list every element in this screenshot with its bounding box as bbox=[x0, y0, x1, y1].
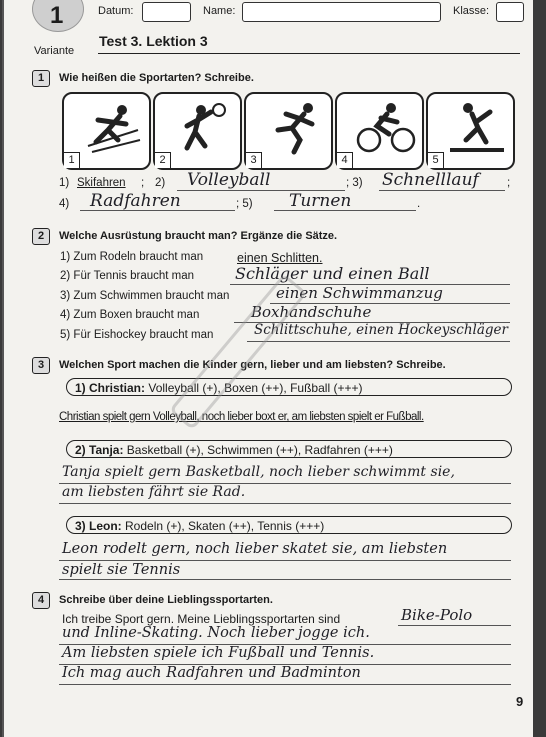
test-title: Test 3. Lektion 3 bbox=[99, 33, 208, 49]
task2-answer-1: einen Schlitten. bbox=[237, 251, 323, 265]
page-number: 9 bbox=[516, 694, 524, 709]
picture-gymnastics bbox=[426, 92, 515, 170]
task3-item-3-name: 3) Leon: bbox=[75, 519, 122, 533]
picture-skiing bbox=[62, 92, 151, 170]
picture-number: 1 bbox=[64, 152, 80, 168]
task2-answer-4: Boxhandschuhe bbox=[251, 303, 372, 321]
task3-item-2-sports: Basketball (+), Schwimmen (++), Radfahren (+++) bbox=[126, 443, 393, 457]
picture-cycling bbox=[335, 92, 424, 170]
answer-line bbox=[59, 579, 511, 580]
klasse-label: Klasse: bbox=[453, 5, 490, 17]
worksheet-page bbox=[2, 0, 533, 737]
task2-title: Welche Ausrüstung braucht man? Ergänze die Sätze. bbox=[59, 230, 338, 242]
skiing-icon bbox=[82, 100, 142, 156]
datum-field[interactable] bbox=[142, 2, 191, 22]
volleyball-icon bbox=[173, 100, 233, 156]
running-icon bbox=[264, 100, 324, 156]
task1-answer-4: Radfahren bbox=[90, 191, 181, 211]
task1-label-1: 1) bbox=[59, 177, 70, 189]
task2-answer-5: Schlittschuhe, einen Hockeyschläger bbox=[254, 322, 509, 338]
task1-sep-3: ; bbox=[507, 177, 511, 189]
task3-item-3-box bbox=[66, 516, 512, 534]
task1-sep-2: ; 3) bbox=[346, 177, 363, 189]
answer-line bbox=[379, 190, 505, 191]
title-underline bbox=[98, 53, 520, 54]
task2-number: 2 bbox=[32, 228, 50, 245]
task1-end: . bbox=[417, 198, 421, 210]
task1-label-4: 4) bbox=[59, 198, 70, 210]
task4-title: Schreibe über deine Lieblingssportarten. bbox=[59, 594, 273, 606]
variant-label: Variante bbox=[34, 45, 75, 57]
picture-number: 2 bbox=[155, 152, 171, 168]
task3-item-2-box bbox=[66, 440, 512, 458]
picture-running bbox=[244, 92, 333, 170]
task3-item-1-answer: Christian spielt gern Volleyball, noch lieber boxt er, am liebsten spielt er Fußball. bbox=[59, 411, 424, 423]
task2-answer-2: Schläger und einen Ball bbox=[235, 264, 430, 283]
answer-line bbox=[398, 625, 511, 626]
task1-number: 1 bbox=[32, 70, 50, 87]
task2-prompt-5: 5) Für Eishockey braucht man bbox=[60, 329, 214, 341]
picture-number: 3 bbox=[246, 152, 262, 168]
answer-line bbox=[274, 210, 416, 211]
answer-line bbox=[59, 503, 511, 504]
task3-number: 3 bbox=[32, 357, 50, 374]
task1-answer-2: Volleyball bbox=[187, 170, 271, 190]
gymnastics-icon bbox=[446, 100, 506, 156]
task4-number: 4 bbox=[32, 592, 50, 609]
answer-line bbox=[80, 210, 235, 211]
datum-label: Datum: bbox=[98, 5, 134, 17]
picture-number: 5 bbox=[428, 152, 444, 168]
left-margin-bar bbox=[2, 0, 4, 737]
task3-item-1-name: 1) Christian: bbox=[75, 381, 146, 395]
task3-item-3-sports: Rodeln (+), Skaten (++), Tennis (+++) bbox=[125, 519, 325, 533]
task3-title: Welchen Sport machen die Kinder gern, lieber und am liebsten? Schreibe. bbox=[59, 359, 446, 371]
task3-item-2-answer-line-1: Tanja spielt gern Basketball, noch lieber schwimmt sie, bbox=[62, 464, 455, 480]
task3-item-3-answer-line-1: Leon rodelt gern, noch lieber skatet sie, am liebsten bbox=[62, 541, 448, 557]
answer-line bbox=[59, 684, 511, 685]
answer-line bbox=[247, 341, 510, 342]
task3-item-2-answer-line-2: am liebsten fährt sie Rad. bbox=[62, 484, 246, 500]
task3-item-3-answer-line-2: spielt sie Tennis bbox=[62, 562, 181, 578]
task2-prompt-1: 1) Zum Rodeln braucht man bbox=[60, 251, 204, 263]
task4-intro: Ich treibe Sport gern. Meine Lieblingssportarten sind bbox=[62, 612, 341, 626]
task4-line-1: und Inline-Skating. Noch lieber jogge ich. bbox=[62, 625, 370, 641]
variant-badge bbox=[32, 0, 84, 36]
name-label: Name: bbox=[203, 5, 236, 17]
task1-answer-1: Skifahren bbox=[77, 177, 126, 189]
name-field[interactable] bbox=[242, 2, 441, 22]
task4-line-2: Am liebsten spiele ich Fußball und Tennis. bbox=[62, 645, 375, 661]
picture-number: 4 bbox=[337, 152, 353, 168]
task1-answer-5: Turnen bbox=[289, 191, 352, 211]
picture-volleyball bbox=[153, 92, 242, 170]
task3-item-1-sports: Volleyball (+), Boxen (++), Fußball (+++) bbox=[148, 381, 363, 395]
task3-item-2-name: 2) Tanja: bbox=[75, 443, 124, 457]
task1-label-2: 2) bbox=[155, 177, 166, 189]
task2-answer-3: einen Schwimmanzug bbox=[276, 284, 443, 302]
task4-answer-inline: Bike-Polo bbox=[401, 606, 473, 624]
task2-prompt-4: 4) Zum Boxen braucht man bbox=[60, 309, 200, 321]
task1-sep-4: ; 5) bbox=[236, 198, 253, 210]
task2-prompt-3: 3) Zum Schwimmen braucht man bbox=[60, 290, 230, 302]
task4-line-3: Ich mag auch Radfahren und Badminton bbox=[62, 665, 361, 681]
klasse-field[interactable] bbox=[496, 2, 524, 22]
answer-line bbox=[59, 560, 511, 561]
task1-answer-3: Schnelllauf bbox=[382, 170, 479, 190]
task2-prompt-2: 2) Für Tennis braucht man bbox=[60, 270, 195, 282]
task1-sep-1: ; bbox=[141, 177, 145, 189]
task3-item-1-box bbox=[66, 378, 512, 396]
variant-number: 1 bbox=[50, 2, 64, 29]
cycling-icon bbox=[355, 100, 419, 156]
task1-title: Wie heißen die Sportarten? Schreibe. bbox=[59, 72, 254, 84]
